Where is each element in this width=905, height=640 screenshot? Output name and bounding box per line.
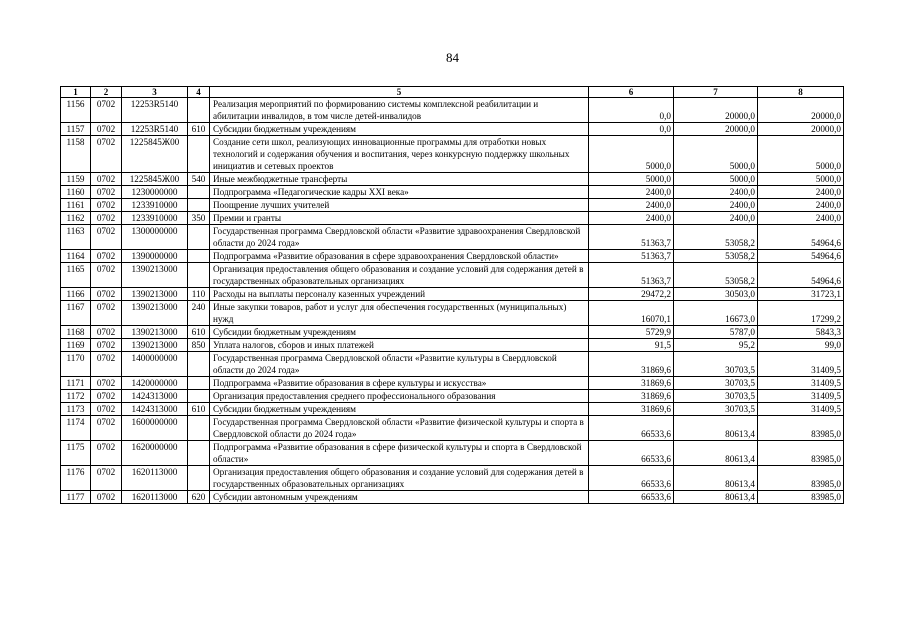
expense-type-cell: 610 [188,326,210,339]
expense-type-cell [188,186,210,199]
section-code-cell: 0702 [91,352,122,377]
amount-cell-col7: 2400,0 [674,186,758,199]
amount-cell-col6: 2400,0 [589,199,674,212]
table-row [61,390,844,403]
item-name-cell: Организация предоставления общего образования и создание условий для содержания детей в государственных образовательных организациях [210,466,589,491]
item-name-cell: Создание сети школ, реализующих инновационные программы для отработки новых технологий и содержания обучения и воспитания, через конкурсную поддержку школьных инициатив и сетевых проектов [210,136,589,173]
amount-cell-col8: 83985,0 [758,466,844,491]
row-number-cell: 1174 [61,416,91,441]
section-code-cell: 0702 [91,263,122,288]
expense-type-cell [188,199,210,212]
amount-cell-col7: 20000,0 [674,98,758,123]
amount-cell-col6: 31869,6 [589,377,674,390]
section-code-cell: 0702 [91,225,122,250]
row-number-cell: 1160 [61,186,91,199]
amount-cell-col6: 31869,6 [589,390,674,403]
item-name-cell: Уплата налогов, сборов и иных платежей [210,339,589,352]
header-cell: 1 [61,87,91,98]
target-article-cell: 1390213000 [122,288,188,301]
expense-type-cell: 110 [188,288,210,301]
section-code-cell: 0702 [91,199,122,212]
amount-cell-col6: 5729,9 [589,326,674,339]
item-name-cell: Подпрограмма «Развитие образования в сфере культуры и искусства» [210,377,589,390]
item-name-cell: Государственная программа Свердловской области «Развитие здравоохранения Свердловской области до 2024 года» [210,225,589,250]
table-row [61,263,844,288]
amount-cell-col7: 20000,0 [674,123,758,136]
expense-type-cell: 240 [188,301,210,326]
expense-type-cell [188,441,210,466]
amount-cell-col8: 99,0 [758,339,844,352]
row-number-cell: 1168 [61,326,91,339]
section-code-cell: 0702 [91,288,122,301]
item-name-cell: Иные межбюджетные трансферты [210,173,589,186]
expense-type-cell: 350 [188,212,210,225]
row-number-cell: 1167 [61,301,91,326]
table-header-row [61,87,844,98]
table-row [61,416,844,441]
amount-cell-col8: 31409,5 [758,377,844,390]
item-name-cell: Субсидии бюджетным учреждениям [210,326,589,339]
table-row [61,123,844,136]
amount-cell-col8: 2400,0 [758,212,844,225]
row-number-cell: 1163 [61,225,91,250]
amount-cell-col7: 80613,4 [674,441,758,466]
amount-cell-col7: 30503,0 [674,288,758,301]
amount-cell-col6: 91,5 [589,339,674,352]
target-article-cell: 12253R5140 [122,123,188,136]
header-cell: 5 [210,87,589,98]
section-code-cell: 0702 [91,301,122,326]
section-code-cell: 0702 [91,416,122,441]
amount-cell-col7: 5787,0 [674,326,758,339]
amount-cell-col7: 5000,0 [674,136,758,173]
row-number-cell: 1158 [61,136,91,173]
table-row [61,212,844,225]
target-article-cell: 1620113000 [122,491,188,504]
section-code-cell: 0702 [91,98,122,123]
expense-type-cell [188,250,210,263]
amount-cell-col7: 80613,4 [674,416,758,441]
expense-type-cell [188,416,210,441]
amount-cell-col7: 5000,0 [674,173,758,186]
section-code-cell: 0702 [91,136,122,173]
item-name-cell: Организация предоставления среднего профессионального образования [210,390,589,403]
item-name-cell: Субсидии бюджетным учреждениям [210,403,589,416]
table-row [61,225,844,250]
amount-cell-col7: 95,2 [674,339,758,352]
amount-cell-col6: 5000,0 [589,136,674,173]
item-name-cell: Иные закупки товаров, работ и услуг для обеспечения государственных (муниципальных) нужд [210,301,589,326]
table-body [61,98,844,504]
amount-cell-col7: 30703,5 [674,352,758,377]
item-name-cell: Государственная программа Свердловской области «Развитие культуры в Свердловской области до 2024 года» [210,352,589,377]
table-row [61,199,844,212]
target-article-cell: 1230000000 [122,186,188,199]
header-cell: 6 [589,87,674,98]
section-code-cell: 0702 [91,390,122,403]
amount-cell-col6: 66533,6 [589,441,674,466]
amount-cell-col7: 2400,0 [674,212,758,225]
expense-type-cell: 620 [188,491,210,504]
amount-cell-col8: 83985,0 [758,416,844,441]
item-name-cell: Поощрение лучших учителей [210,199,589,212]
table-row [61,339,844,352]
row-number-cell: 1162 [61,212,91,225]
table-row [61,491,844,504]
row-number-cell: 1170 [61,352,91,377]
amount-cell-col8: 5000,0 [758,173,844,186]
row-number-cell: 1164 [61,250,91,263]
target-article-cell: 1424313000 [122,403,188,416]
section-code-cell: 0702 [91,339,122,352]
target-article-cell: 1300000000 [122,225,188,250]
row-number-cell: 1171 [61,377,91,390]
table-row [61,441,844,466]
target-article-cell: 1390213000 [122,326,188,339]
header-cell: 2 [91,87,122,98]
amount-cell-col6: 2400,0 [589,186,674,199]
amount-cell-col7: 80613,4 [674,491,758,504]
target-article-cell: 1390213000 [122,339,188,352]
section-code-cell: 0702 [91,250,122,263]
table-row [61,136,844,173]
amount-cell-col7: 30703,5 [674,377,758,390]
expense-type-cell [188,263,210,288]
section-code-cell: 0702 [91,441,122,466]
budget-table [60,86,844,504]
amount-cell-col8: 54964,6 [758,250,844,263]
item-name-cell: Подпрограмма «Развитие образования в сфере физической культуры и спорта в Свердловской области» [210,441,589,466]
amount-cell-col8: 54964,6 [758,225,844,250]
amount-cell-col8: 54964,6 [758,263,844,288]
row-number-cell: 1165 [61,263,91,288]
table-row [61,186,844,199]
amount-cell-col8: 20000,0 [758,98,844,123]
table-row [61,352,844,377]
section-code-cell: 0702 [91,466,122,491]
amount-cell-col7: 30703,5 [674,390,758,403]
row-number-cell: 1161 [61,199,91,212]
header-cell: 8 [758,87,844,98]
amount-cell-col6: 16070,1 [589,301,674,326]
amount-cell-col8: 5843,3 [758,326,844,339]
amount-cell-col6: 66533,6 [589,491,674,504]
amount-cell-col7: 53058,2 [674,263,758,288]
target-article-cell: 1420000000 [122,377,188,390]
section-code-cell: 0702 [91,403,122,416]
amount-cell-col8: 2400,0 [758,186,844,199]
row-number-cell: 1156 [61,98,91,123]
amount-cell-col7: 30703,5 [674,403,758,416]
table-row [61,466,844,491]
item-name-cell: Реализация мероприятий по формированию системы комплексной реабилитации и абилитации инвалидов, в том числе детей-инвалидов [210,98,589,123]
amount-cell-col7: 80613,4 [674,466,758,491]
amount-cell-col8: 20000,0 [758,123,844,136]
item-name-cell: Подпрограмма «Педагогические кадры XXI века» [210,186,589,199]
amount-cell-col8: 83985,0 [758,441,844,466]
target-article-cell: 1600000000 [122,416,188,441]
row-number-cell: 1172 [61,390,91,403]
amount-cell-col6: 31869,6 [589,403,674,416]
target-article-cell: 1400000000 [122,352,188,377]
section-code-cell: 0702 [91,186,122,199]
target-article-cell: 1620113000 [122,466,188,491]
amount-cell-col6: 29472,2 [589,288,674,301]
expense-type-cell [188,352,210,377]
amount-cell-col6: 51363,7 [589,263,674,288]
table-row [61,98,844,123]
row-number-cell: 1169 [61,339,91,352]
expense-type-cell: 610 [188,123,210,136]
amount-cell-col7: 2400,0 [674,199,758,212]
section-code-cell: 0702 [91,491,122,504]
target-article-cell: 1390213000 [122,301,188,326]
target-article-cell: 1390213000 [122,263,188,288]
target-article-cell: 1225845Ж00 [122,173,188,186]
amount-cell-col6: 0,0 [589,98,674,123]
amount-cell-col7: 53058,2 [674,250,758,263]
row-number-cell: 1173 [61,403,91,416]
section-code-cell: 0702 [91,326,122,339]
amount-cell-col8: 31723,1 [758,288,844,301]
table-row [61,377,844,390]
expense-type-cell [188,377,210,390]
row-number-cell: 1175 [61,441,91,466]
table-row [61,288,844,301]
amount-cell-col8: 5000,0 [758,136,844,173]
amount-cell-col8: 2400,0 [758,199,844,212]
expense-type-cell: 850 [188,339,210,352]
target-article-cell: 1233910000 [122,212,188,225]
item-name-cell: Подпрограмма «Развитие образования в сфере здравоохранения Свердловской области» [210,250,589,263]
amount-cell-col6: 2400,0 [589,212,674,225]
item-name-cell: Расходы на выплаты персоналу казенных учреждений [210,288,589,301]
expense-type-cell [188,390,210,403]
expense-type-cell: 540 [188,173,210,186]
expense-type-cell [188,98,210,123]
amount-cell-col6: 5000,0 [589,173,674,186]
section-code-cell: 0702 [91,212,122,225]
table-row [61,250,844,263]
amount-cell-col8: 17299,2 [758,301,844,326]
item-name-cell: Субсидии бюджетным учреждениям [210,123,589,136]
expense-type-cell [188,466,210,491]
item-name-cell: Организация предоставления общего образования и создание условий для содержания детей в государственных образовательных организациях [210,263,589,288]
row-number-cell: 1166 [61,288,91,301]
amount-cell-col6: 51363,7 [589,225,674,250]
amount-cell-col6: 31869,6 [589,352,674,377]
expense-type-cell [188,136,210,173]
target-article-cell: 1620000000 [122,441,188,466]
amount-cell-col8: 31409,5 [758,390,844,403]
table-row [61,173,844,186]
page-number: 84 [446,50,459,65]
amount-cell-col6: 51363,7 [589,250,674,263]
item-name-cell: Премии и гранты [210,212,589,225]
amount-cell-col7: 16673,0 [674,301,758,326]
item-name-cell: Государственная программа Свердловской области «Развитие физической культуры и спорта в Свердловской области до 2024 года» [210,416,589,441]
expense-type-cell: 610 [188,403,210,416]
section-code-cell: 0702 [91,377,122,390]
table-row [61,403,844,416]
amount-cell-col6: 66533,6 [589,466,674,491]
section-code-cell: 0702 [91,123,122,136]
target-article-cell: 1225845Ж00 [122,136,188,173]
table-row [61,301,844,326]
amount-cell-col8: 83985,0 [758,491,844,504]
expense-type-cell [188,225,210,250]
amount-cell-col6: 66533,6 [589,416,674,441]
header-cell: 7 [674,87,758,98]
table-row [61,326,844,339]
header-cell: 4 [188,87,210,98]
target-article-cell: 12253R5140 [122,98,188,123]
amount-cell-col6: 0,0 [589,123,674,136]
amount-cell-col8: 31409,5 [758,403,844,416]
target-article-cell: 1390000000 [122,250,188,263]
amount-cell-col8: 31409,5 [758,352,844,377]
header-cell: 3 [122,87,188,98]
row-number-cell: 1159 [61,173,91,186]
row-number-cell: 1157 [61,123,91,136]
item-name-cell: Субсидии автономным учреждениям [210,491,589,504]
target-article-cell: 1424313000 [122,390,188,403]
row-number-cell: 1177 [61,491,91,504]
section-code-cell: 0702 [91,173,122,186]
row-number-cell: 1176 [61,466,91,491]
amount-cell-col7: 53058,2 [674,225,758,250]
target-article-cell: 1233910000 [122,199,188,212]
